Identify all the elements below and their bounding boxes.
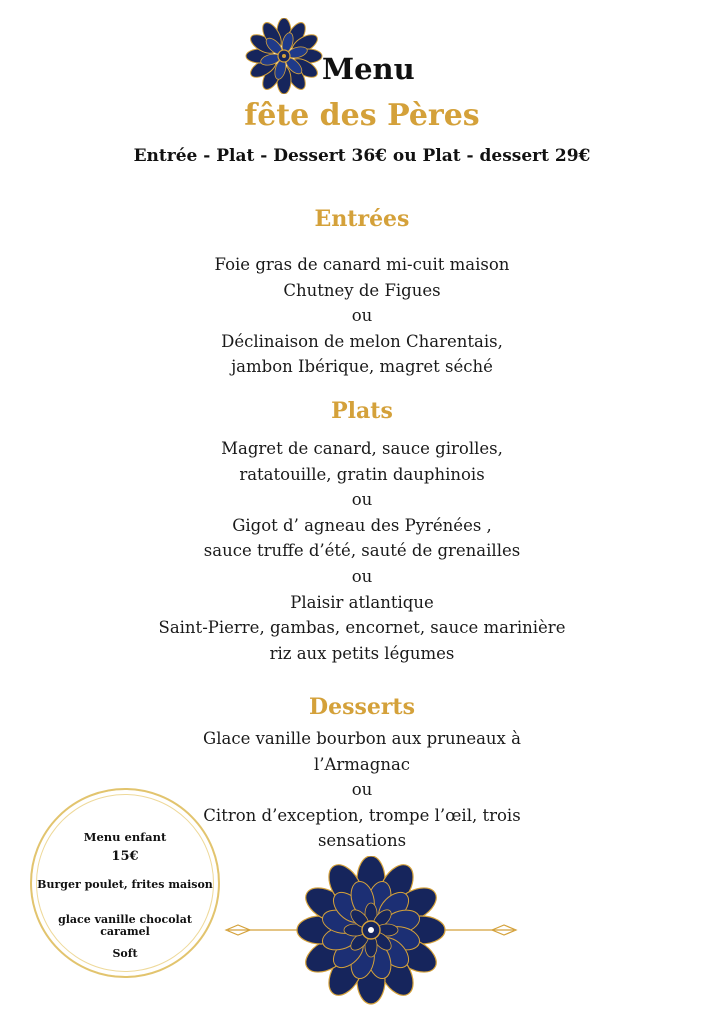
kids-menu-drink: Soft <box>112 947 138 960</box>
plats-list <box>0 436 724 666</box>
dish-line: sensations <box>317 831 407 851</box>
kids-menu-main: Burger poulet, frites maison <box>37 878 213 891</box>
price-line: Entrée - Plat - Dessert 36€ ou Plat - dessert 29€ <box>133 146 591 166</box>
dish-line: l’Armagnac <box>313 754 411 774</box>
dish-line: ou <box>351 306 373 326</box>
dish-line: Plaisir atlantique <box>290 592 434 612</box>
kids-menu-title: Menu enfant <box>83 830 167 844</box>
dish-line: riz aux petits légumes <box>269 643 455 663</box>
page-title: Menu <box>322 52 415 86</box>
section-title-plats: Plats <box>331 398 393 424</box>
dish-line: Foie gras de canard mi-cuit maison <box>214 255 510 274</box>
menu-subtitle: fête des Pères <box>244 98 480 133</box>
dish-line: Gigot d’ agneau des Pyrénées , <box>232 515 492 535</box>
kids-menu-dessert-cont: caramel <box>100 925 150 938</box>
dish-line: Déclinaison de melon Charentais, <box>221 331 503 351</box>
kids-menu-dessert: glace vanille chocolat <box>58 913 192 926</box>
section-title-entrees: Entrées <box>314 206 410 232</box>
mandala-logo-icon <box>244 18 324 94</box>
dish-line: ratatouille, gratin dauphinois <box>239 464 485 484</box>
dish-line: Citron d’exception, trompe l’œil, trois <box>203 805 521 825</box>
dish-line: ou <box>351 780 373 800</box>
bottom-ornament-icon <box>224 856 518 1006</box>
dish-line: ou <box>351 490 373 510</box>
entrees-list <box>0 252 724 380</box>
section-title-desserts: Desserts <box>309 694 415 720</box>
dish-line: jambon Ibérique, magret séché <box>231 357 493 377</box>
dish-line: Glace vanille bourbon aux pruneaux à <box>203 729 521 748</box>
kids-menu-price: 15€ <box>111 849 139 864</box>
dish-line: Magret de canard, sauce girolles, <box>221 439 503 458</box>
dish-line: Saint-Pierre, gambas, encornet, sauce marinière <box>158 618 566 638</box>
dish-line: sauce truffe d’été, sauté de grenailles <box>203 541 521 561</box>
dish-line: Chutney de Figues <box>283 280 441 300</box>
dish-line: ou <box>351 566 373 586</box>
